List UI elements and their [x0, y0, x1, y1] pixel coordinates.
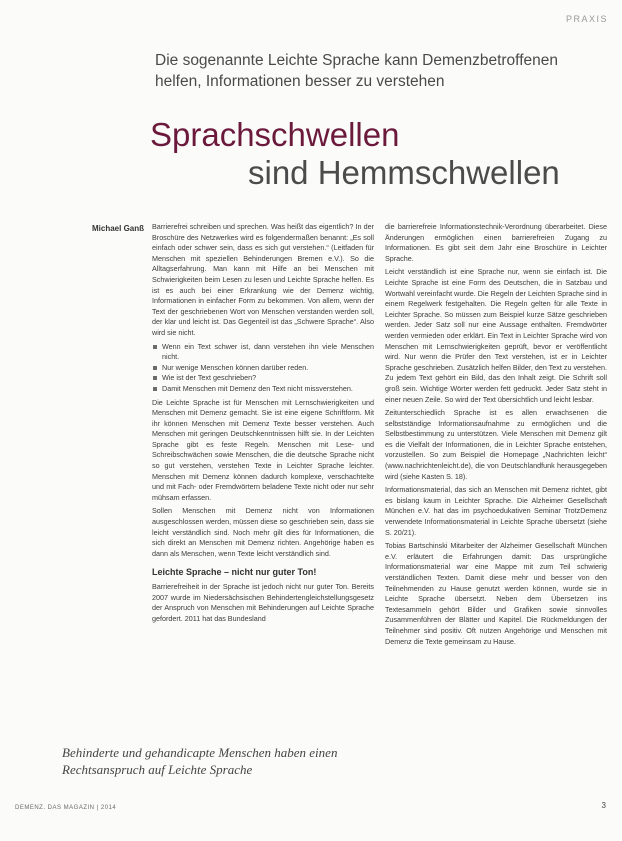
bullet-item: Damit Menschen mit Demenz den Text nicht missverstehen. — [152, 384, 374, 395]
right-paragraph-3: Zeitunterschiedlich Sprache ist es allen erwachsenen die selbstständige Informationsaufnahme zu ermöglichen und die Selbstbestimmung zu unterstützen. Viele Menschen mit Demenz gilt es die Vielfalt der Informationen, die in Leichter Sprache entstehen, vorzustellen. So zum Beispiel die Homepage „Nachrichten leicht“ (www.nachrichtenleicht.de), die von Deutschlandfunk herausgegeben wird (siehe Kasten S. 18). — [385, 408, 607, 481]
page-number: 3 — [601, 801, 606, 810]
footer-magazine: DEMENZ. DAS MAGAZIN | 2014 — [15, 805, 117, 811]
left-column — [152, 222, 374, 627]
author-name: Michael Ganß — [92, 224, 145, 233]
pull-quote: Behinderte und gehandicapte Menschen haben einen Rechtsanspruch auf Leichte Sprache — [62, 745, 338, 777]
left-paragraph-2: Die Leichte Sprache ist für Menschen mit Lernschwierigkeiten und Menschen mit Demenz gemacht. Sie ist eine eigene Schriftform. Mit ihr können Menschen mit Demenz Texte besser verstehen. Auch Menschen mit geringen Deutschkenntnissen hilft sie. In der Leichten Sprache gibt es feste Regeln. Menschen mit Lese- und Schreibschwächen sowie Menschen, die die deutsche Sprache nicht so gut verstehen, verstehen Texte in Leichter Sprache leichter. Menschen mit Demenz können dadurch komplexe, verschachtelte und mit Fach- oder Fremdwörtern beladene Texte nicht oder nur sehr mühsam erfassen. — [152, 397, 374, 502]
right-paragraph-4: Informationsmaterial, das sich an Menschen mit Demenz richtet, gibt es bislang kaum in Leichter Sprache. Die Alzheimer Gesellschaft München e.V. hat das im psychoedukativen Seminar TrotzDemenz verwendete Informationsmaterial in Leichte Sprache übersetzt (siehe S. 20/21). — [385, 485, 607, 537]
right-paragraph-2: Leicht verständlich ist eine Sprache nur, wenn sie einfach ist. Die Leichte Sprache ist eine Form des Deutschen, die in Satzbau und Wortwahl vereinfacht wurde. Die Regeln der Leichten Sprache sind in einem Regelwerk festgehalten. Die Regeln gelten für alle Texte in Leichter Sprache. So müssen zum Beispiel kurze Sätze geschrieben werden. Jeder Satz soll nur eine Aussage enthalten. Fremdwörter werden vermieden oder erklärt. Ein Text in Leichter Sprache wird von Menschen mit Lernschwierigkeiten geprüft, bevor er veröffentlicht wird. Nur wenn die Prüfer den Text verstehen, ist er in Leichter Sprache geschrieben. Zusätzlich helfen Bilder, den Text zu verstehen. Zu jedem Text gehört ein Bild, das den Inhalt zeigt. Die Schrift soll groß sein. Wichtige Wörter werden fett gedruckt. Jeder Satz steht in einer neuen Zeile. So wird der Text übersichtlich und leicht lesbar. — [385, 267, 608, 404]
bullet-item: Wenn ein Text schwer ist, dann verstehen ihn viele Menschen nicht. — [152, 342, 374, 363]
left-paragraph-1: Barrierefrei schreiben und sprechen. Was heißt das eigentlich? In der Broschüre des Netzwerkes wird es folgendermaßen benannt: „Es soll einfach oder schwer sein, dass es sich gut verstehen.“ (Leitfaden für Menschen mit speziellen Behinderungen Bremen e.V.). So die Alltagserfahrung. Man kann mit Hilfe an bei Menschen mit Schwierigkeiten beim Lesen zu lesen und Leichte Sprache helfen. Es ist es auch bei einer Erkrankung wie der Demenz wichtig, Informationen in einfacher Form zu bekommen. Von allem, wenn der Text der geschriebenen Wort von Menschen verstanden werden soll, der klar und leicht ist. Das Gegenteil ist das „Schwere Sprache“. Also wird sie nicht. — [152, 222, 374, 337]
section-subheading: Leichte Sprache – nicht nur guter Ton! — [152, 567, 317, 578]
bullet-item: Wie ist der Text geschrieben? — [152, 373, 374, 384]
page-title-line2: sind Hemmschwellen — [248, 154, 560, 191]
bullet-list — [152, 342, 374, 395]
intro-text: Die sogenannte Leichte Sprache kann Demenzbetroffenen helfen, Informationen besser zu verstehen — [155, 52, 558, 90]
bullet-item: Nur wenige Menschen können darüber reden. — [152, 363, 374, 374]
right-paragraph-5: Tobias Bartschinski Mitarbeiter der Alzheimer Gesellschaft München e.V. erläutert die Erfahrungen damit: Das ursprüngliche Informationsmaterial war eine Mappe mit zum Teil schwierig verständlichen Texten. Damit diese mehr und besser von den Teilnehmenden zu Hause genutzt werden können, wurde sie in Leichte Sprache übersetzt. Neben dem Übersetzen ins Textesammeln gehört Bilder und Grafiken sowie sinnvolles Zusammenführen der Blätter und Kapitel. Die Rückmeldungen der Teilnehmer sind positiv. Oft nutzen Angehörige und Menschen mit Demenz die Texte gemeinsam zu Hause. — [385, 541, 607, 646]
right-column — [385, 222, 607, 650]
left-paragraph-4: Barrierefreiheit in der Sprache ist jedoch nicht nur guter Ton. Bereits 2007 wurde im Niedersächsischen Behindertengleichstellungsgesetz der Anspruch von Menschen mit Behinderungen auf Leichte Sprache gefordert. 2011 hat das Bundesland — [152, 582, 374, 623]
right-paragraph-1: die barrierefreie Informationstechnik-Verordnung überarbeitet. Diese Änderungen ermöglichen einen barrierefreien Zugang zu Informationen. Es gibt seit dem Jahr eine Broschüre in Leichter Sprache. — [385, 222, 607, 263]
section-label: PRAXIS — [565, 14, 608, 24]
left-paragraph-3: Sollen Menschen mit Demenz nicht von Informationen ausgeschlossen werden, müssen diese so geschrieben sein, dass sie leicht verständlich sind. Noch mehr gilt dies für Informationen, die sich direkt an Menschen mit Demenz richten. Angehörige haben es dann als Menschen, wenn Texte leicht verständlich sind. — [152, 506, 374, 558]
page-title-line1: Sprachschwellen — [150, 116, 400, 153]
